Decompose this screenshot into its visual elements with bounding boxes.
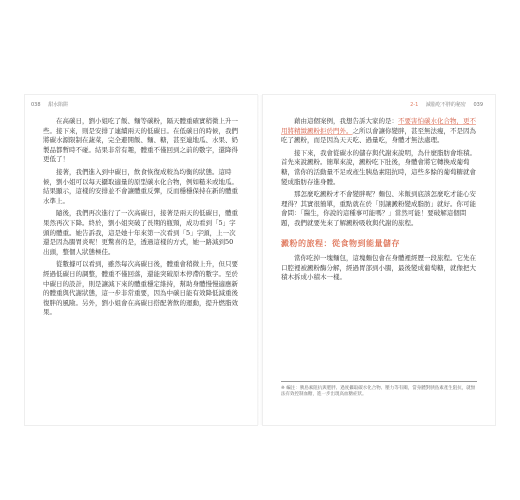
left-paragraph-4: 從數據可以看到，雖然每次高碳日後，體重會稍微上升，但只要經過低碳日的調整，體重不僅回落，還能突破原本停滯的數字。至於中碳日的設計，則是讓減下來的體重穩定維持，幫助身體慢慢適應新的體重與代謝狀態，這一步非常重要，因為中碳日能有效降低減重後復胖的風險。另外，劉小姐會在高碳日搭配著飲的運動，提升燃脂效果。 — [43, 260, 238, 317]
left-paragraph-3: 隨後，我們再次進行了一次高碳日，接著是兩天的低碳日，體重果然再次下降。終於，劉小姐突破了長期的瓶頸，成功看到「5」字頭的體重。她告訴我，這是她十年來第一次看到「5」字頭，上一次還是因為腸胃炎呢！更驚喜的是，透過這樣的方式，她一路減到50出頭，整個人狀態極佳。 — [43, 209, 238, 256]
right-paragraph-3: 那怎麼吃澱粉才不會變胖呢？麵包、米飯到底該怎麼吃才能心安理得？其實很簡單，重點就在於「別讓澱粉變成脂肪」就好。你可能會問：「醫生，你說的這種事可能嗎？」當然可能！要破解這個問題，我們就要先來了解澱粉吸收與代謝的旅程。 — [281, 190, 476, 227]
right-page-number: 039 — [473, 102, 483, 108]
section-heading: 澱粉的旅程：從食物到能量儲存 — [281, 238, 400, 248]
left-page-header — [31, 101, 74, 108]
right-paragraph-4: 當你吃掉一塊麵包，這塊麵包會在身體裡經歷一段旅程。它先在口腔裡被澱粉酶分解，經過胃部到小腸，最後變成葡萄糖，就像把大積木拆成小積木一樣。 — [281, 254, 476, 282]
right-page — [263, 95, 495, 425]
right-page-header — [410, 101, 489, 108]
left-page-number: 038 — [31, 102, 41, 108]
left-page — [25, 95, 257, 425]
footnote: ※ 編注：胰島素阻抗與肥胖、過度攝取碳水化合物、壓力等有關，當身體對胰島素產生阻抗，就無法有效控制血糖，進一步出現高血糖症狀。 — [281, 381, 477, 398]
right-paragraph-1 — [281, 117, 477, 146]
right-body-text — [281, 117, 477, 286]
right-running-head: 減脂吃不胖的秘密 — [425, 102, 466, 108]
chapter-tag: 2-1 — [410, 102, 419, 108]
right-paragraph-2: 接下來，我會從碳水的儲存與代謝來說明，為什麼脂肪會堆積。首先來說澱粉。簡單來說，澱粉吃下肚後，身體會將它轉換成葡萄糖，當你的活動量不足或產生胰島素阻抗時，這些多餘的葡萄糖就會變成脂肪存進身體。 — [281, 148, 476, 186]
left-paragraph-1: 在高碳日，劉小姐吃了飯、麵等碳粉，隔天體重確實稍微上升一些。接下來，則是安排了連續兩天的低碳日。在低碳日的時候，我們將碳水源限制在蔬菜，完全避開飯、麵、糖，甚至連地瓜、水果、奶製品都暫時不碰。結果非常有趣，體重不僅回到之前的數字，還降得更低了！ — [43, 117, 238, 164]
para1-lead: 藉由這個案例，我想告訴大家的是： — [294, 117, 398, 125]
left-body-text — [43, 117, 239, 321]
left-running-head: 甜水陷阱 — [48, 102, 69, 108]
highlighted-sentence: 不要害怕碳水化合物，更不用將精緻澱粉拒於門外。 — [281, 117, 476, 135]
para1-tail: 之所以會讓你變胖，甚至無法瘦，不是因為吃了澱粉，而是因為天天吃、過量吃，身體才無法處理。 — [281, 126, 476, 145]
left-paragraph-2: 接著，我們進入到中碳日，飲食恢復成較為均衡的狀態。這時候，劉小姐可以每天攝取適量的原型碳水化合物，例如糙米或地瓜。結果顯示，這樣的安排並不會讓體重反彈，反而穩穩保持在新的體重水準上。 — [43, 167, 238, 205]
